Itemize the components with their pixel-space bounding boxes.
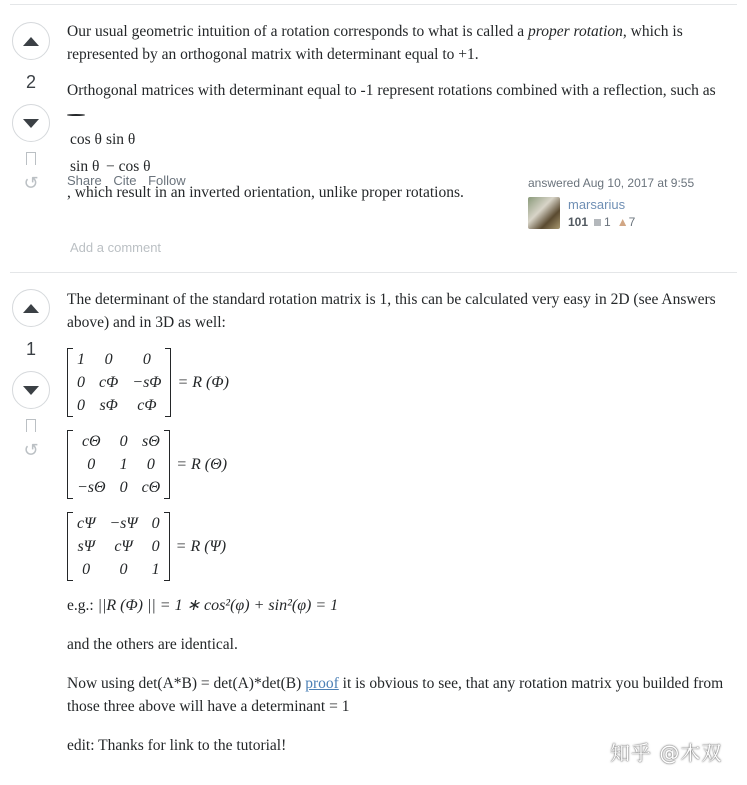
matrix [67, 512, 170, 581]
share-link[interactable]: Share [67, 173, 102, 188]
paragraph [67, 79, 727, 125]
matrix-cell: sin θ [70, 158, 100, 175]
divider [10, 272, 737, 273]
text: e.g.: [67, 597, 98, 614]
matrix-cell: 0 [119, 561, 128, 578]
matrix-cell: cΘ [81, 433, 101, 450]
matrix-cell: 0 [119, 479, 128, 496]
bookmark-icon[interactable] [26, 152, 36, 165]
arrow-up-icon [23, 37, 39, 46]
silver-badge-icon [594, 219, 601, 226]
vote-column [11, 22, 51, 194]
matrix [67, 348, 171, 417]
matrix-row [70, 535, 167, 558]
text: Now using det(A*B) = det(A)*det(B) [67, 675, 306, 692]
matrix-cell: 0 [77, 397, 85, 414]
matrix-cell: 0 [146, 456, 155, 473]
matrix-cell: cΦ [137, 397, 157, 414]
vote-count: 2 [25, 72, 36, 92]
matrix-cell: 0 [151, 515, 160, 532]
add-comment-link[interactable]: Add a comment [70, 240, 162, 255]
bronze-count: 7 [628, 215, 636, 229]
matrix-cell: cΦ [99, 374, 119, 391]
matrix-result: = R (Θ) [176, 456, 228, 473]
matrix-row [70, 558, 167, 581]
silver-count: 1 [604, 215, 611, 229]
matrix-cell: sΨ [77, 538, 95, 555]
text: Our usual geometric intuition of a rotation corresponds to what is called a [67, 23, 529, 40]
text: , which result in an inverted orientation, unlike proper rotations. [67, 184, 464, 201]
arrow-up-icon [23, 304, 39, 313]
matrix-cell: 0 [77, 374, 85, 391]
matrix-cell: 0 [151, 538, 160, 555]
matrix-cell: cΨ [114, 538, 133, 555]
reputation-score: 101 [568, 215, 589, 229]
avatar[interactable] [528, 197, 560, 229]
vote-count: 1 [25, 339, 36, 359]
answer-body [67, 288, 727, 757]
matrix-cell: cos θ [70, 131, 102, 148]
example-formula [67, 594, 727, 617]
matrix-cell: 0 [82, 561, 91, 578]
matrix-cell: 0 [142, 351, 151, 368]
emphasis: proper rotation [528, 23, 623, 40]
matrix-cell: 0 [87, 456, 96, 473]
reputation [568, 215, 635, 229]
upvote-button[interactable] [12, 289, 50, 327]
watermark: 知乎 @木双 [610, 741, 723, 765]
matrix-row [70, 476, 167, 499]
formula: ||R (Φ) || = 1 ∗ cos²(φ) + sin²(φ) = 1 [97, 597, 339, 614]
upvote-button[interactable] [12, 22, 50, 60]
user-name-link[interactable]: marsarius [568, 197, 626, 212]
answered-time: answered Aug 10, 2017 at 9:55 [528, 176, 695, 190]
matrix-cell: −sΘ [77, 479, 106, 496]
paragraph: The determinant of the standard rotation matrix is 1, this can be calculated very easy in 2D (see Answers above) and in 3D as well: [67, 291, 716, 331]
matrix-row [69, 127, 152, 152]
matrix-cell: −sΦ [132, 374, 162, 391]
paragraph [67, 672, 727, 718]
matrix-row [70, 430, 167, 453]
matrix-cell: 1 [151, 561, 160, 578]
matrix-cell: cΘ [141, 479, 161, 496]
matrix-row [70, 453, 167, 476]
proof-link[interactable]: proof [305, 675, 339, 692]
paragraph [67, 20, 727, 66]
text: it is obvious to see, that any rotation matrix you builded from those three above will have a determinant = 1 [67, 675, 724, 715]
matrix [67, 430, 170, 499]
text: Orthogonal matrices with determinant equal to -1 represent rotations combined with a reflection, such as [67, 82, 716, 99]
matrices [67, 348, 727, 581]
history-icon[interactable]: ↺ [23, 440, 39, 461]
matrix-cell: 1 [77, 351, 85, 368]
rotation-matrix-equation [67, 348, 727, 417]
vote-column [11, 289, 51, 461]
history-icon[interactable]: ↺ [23, 173, 39, 194]
matrix-cell: − cos θ [105, 158, 151, 175]
rotation-matrix-equation [67, 430, 727, 499]
user-signature [528, 176, 695, 229]
bookmark-icon[interactable] [26, 419, 36, 432]
matrix-cell: sΦ [99, 397, 118, 414]
matrix-row [70, 348, 168, 371]
paragraph: and the others are identical. [67, 636, 238, 653]
matrix-row [70, 512, 167, 535]
text: , which is represented by an orthogonal matrix with determinant equal to +1. [67, 23, 683, 63]
matrix-cell: sΘ [142, 433, 160, 450]
downvote-button[interactable] [12, 371, 50, 409]
arrow-down-icon [23, 386, 39, 395]
matrix-cell: 0 [119, 433, 128, 450]
matrix-cell: −sΨ [109, 515, 138, 532]
follow-link[interactable]: Follow [148, 173, 186, 188]
paragraph: edit: Thanks for link to the tutorial! [67, 737, 287, 754]
divider [10, 4, 737, 5]
matrix-cell: 1 [119, 456, 128, 473]
matrix-row [70, 371, 168, 394]
matrix-cell: cΨ [77, 515, 96, 532]
matrix-row [70, 394, 168, 417]
matrix-cell: 0 [104, 351, 113, 368]
rotation-matrix-equation [67, 512, 727, 581]
matrix-result: = R (Ψ) [175, 538, 227, 555]
downvote-button[interactable] [12, 104, 50, 142]
arrow-down-icon [23, 119, 39, 128]
cite-link[interactable]: Cite [113, 173, 137, 188]
post-actions [67, 173, 194, 188]
matrix-cell: sin θ [105, 131, 136, 148]
bronze-badge-icon: ▲ [616, 215, 629, 229]
matrix-result: = R (Φ) [177, 374, 229, 391]
